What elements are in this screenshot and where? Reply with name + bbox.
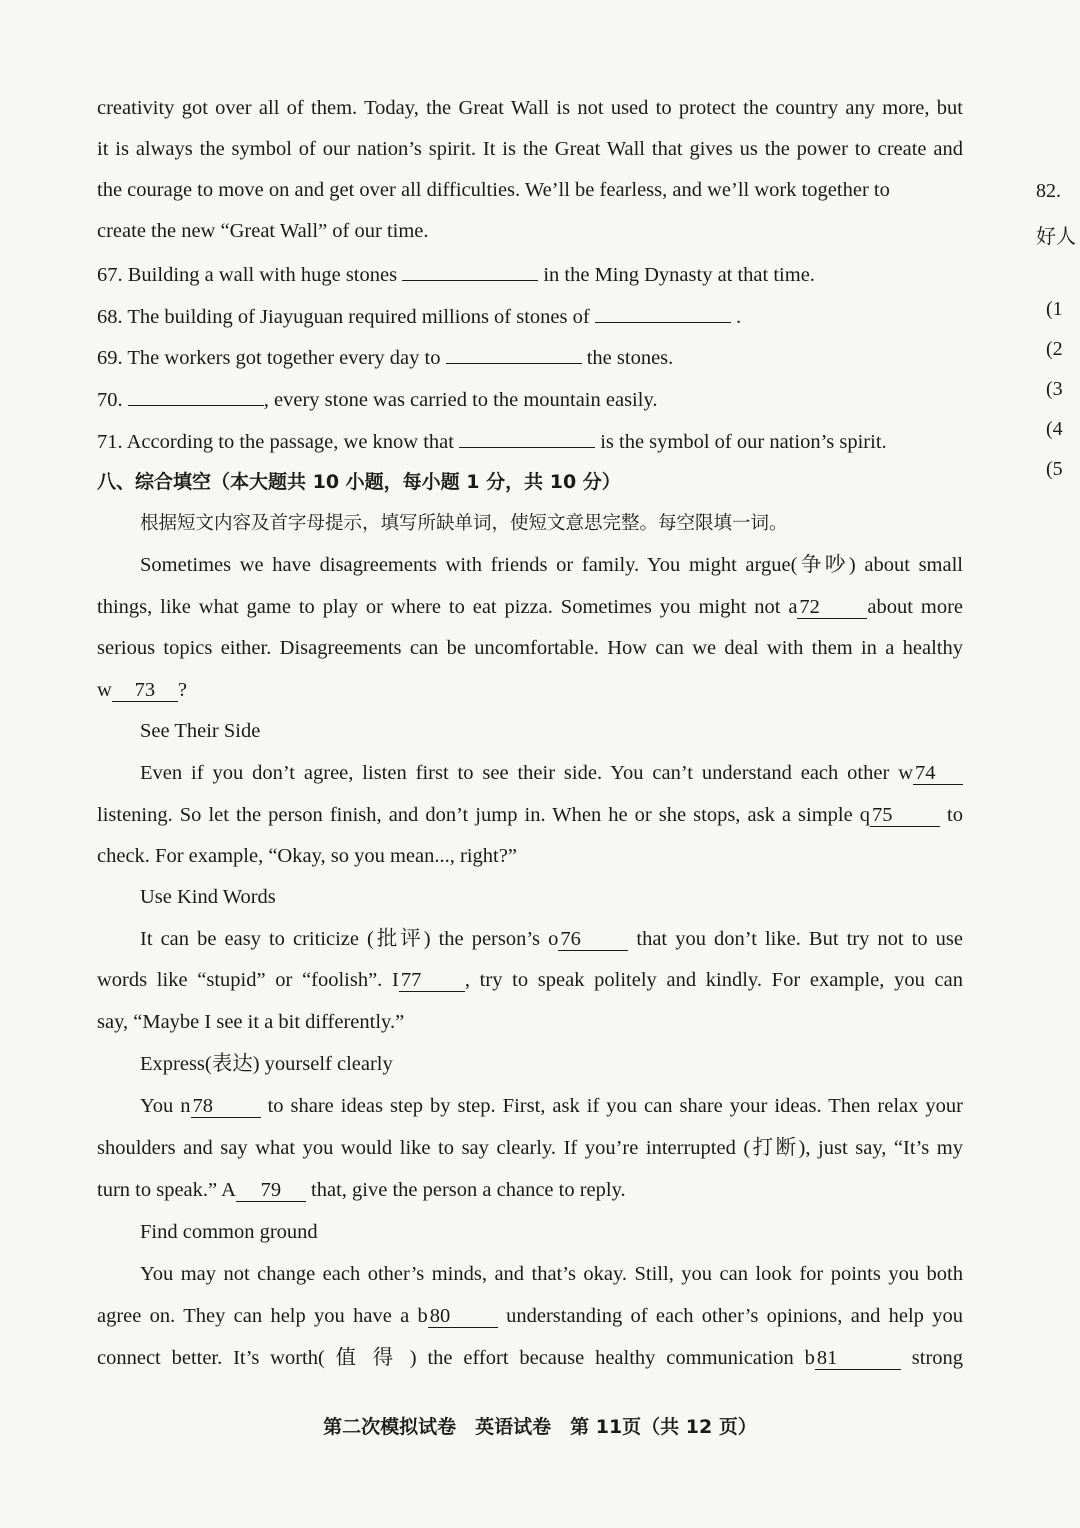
edge-text: (3	[1046, 378, 1063, 400]
answer-blank[interactable]	[459, 427, 595, 448]
question-number: 69.	[97, 347, 123, 369]
subheading-use-kind-words: Use Kind Words	[140, 886, 276, 908]
cloze-line: check. For example, “Okay, so you mean..., right?”	[97, 845, 517, 867]
question-number: 70.	[97, 389, 123, 411]
question-71	[97, 427, 963, 455]
question-text: .	[735, 306, 742, 328]
blank-81[interactable]: 81	[815, 1347, 901, 1370]
subheading-express-yourself: Express(表达) yourself clearly	[140, 1053, 393, 1075]
section-heading: 八、综合填空（本大题共 10 小题，每小题 1 分，共 10 分）	[97, 471, 621, 493]
edge-text: (1	[1046, 298, 1063, 320]
section-instruction: 根据短文内容及首字母提示，填写所缺单词，使短文意思完整。每空限填一词。	[140, 513, 788, 534]
answer-blank[interactable]	[446, 343, 582, 364]
cloze-line: words like “stupid” or “foolish”. I77 , try to speak politely and kindly. For example, you can	[97, 969, 964, 991]
blank-73[interactable]: 73	[112, 679, 178, 702]
passage-line: create the new “Great Wall” of our time.	[97, 220, 429, 242]
passage-line: creativity got over all of them. Today, the Great Wall is not used to protect the country any more, but	[97, 97, 963, 119]
question-69	[97, 343, 963, 371]
cloze-line: serious topics either. Disagreements can be uncomfortable. How can we deal with them in a healthy	[97, 637, 963, 659]
edge-text: (5	[1046, 458, 1063, 480]
blank-72[interactable]: 72	[797, 596, 867, 619]
cloze-line: listening. So let the person finish, and don’t jump in. When he or she stops, ask a simple q75 to	[97, 804, 963, 826]
question-text: is the symbol of our nation’s spirit.	[600, 431, 887, 453]
blank-78[interactable]: 78	[191, 1095, 261, 1118]
cloze-line: w 73 ?	[97, 679, 187, 701]
cloze-line: say, “Maybe I see it a bit differently.”	[97, 1011, 405, 1033]
question-text: in the Ming Dynasty at that time.	[543, 264, 815, 286]
page-footer: 第二次模拟试卷 英语试卷 第 11页（共 12 页）	[323, 1416, 757, 1438]
blank-76[interactable]: 76	[558, 928, 628, 951]
blank-77[interactable]: 77	[399, 969, 465, 992]
blank-75[interactable]: 75	[870, 804, 940, 827]
cloze-line: connect better. It’s worth( 值 得 ) the effort because healthy communication b81 strong	[97, 1347, 964, 1369]
cloze-line: turn to speak.” A 79 that, give the person a chance to reply.	[97, 1179, 626, 1201]
cloze-line: Sometimes we have disagreements with friends or family. You might argue(争吵) about small	[140, 554, 963, 576]
edge-text: (2	[1046, 338, 1063, 360]
question-68	[97, 302, 963, 330]
cloze-line: You may not change each other’s minds, and that’s okay. Still, you can look for points you both	[140, 1263, 963, 1285]
answer-blank[interactable]	[128, 385, 264, 406]
answer-blank[interactable]	[595, 302, 731, 323]
passage-line: it is always the symbol of our nation’s spirit. It is the Great Wall that gives us the power to create and	[97, 138, 963, 160]
cloze-line: things, like what game to play or where to eat pizza. Sometimes you might not a72 about more	[97, 596, 963, 618]
cloze-line: You n78 to share ideas step by step. First, ask if you can share your ideas. Then relax your	[140, 1095, 963, 1117]
question-number: 71.	[97, 431, 123, 453]
edge-text: (4	[1046, 418, 1063, 440]
answer-blank[interactable]	[402, 260, 538, 281]
question-67	[97, 260, 963, 288]
passage-line: the courage to move on and get over all difficulties. We’ll be fearless, and we’ll work together to	[97, 179, 890, 201]
question-text: According to the passage, we know that	[126, 431, 454, 453]
cloze-line: Even if you don’t agree, listen first to see their side. You can’t understand each other w74	[140, 760, 963, 786]
blank-80[interactable]: 80	[428, 1305, 498, 1328]
cloze-line: agree on. They can help you have a b80 understanding of each other’s opinions, and help you	[97, 1305, 963, 1327]
edge-text: 82.	[1036, 180, 1061, 202]
question-number: 68.	[97, 306, 123, 328]
question-text: Building a wall with huge stones	[127, 264, 398, 286]
question-text: The workers got together every day to	[127, 347, 441, 369]
question-text: the stones.	[586, 347, 674, 369]
edge-text: 好人	[1036, 224, 1076, 248]
question-text: The building of Jiayuguan required millions of stones of	[127, 306, 590, 328]
question-number: 67.	[97, 264, 123, 286]
subheading-see-their-side: See Their Side	[140, 720, 261, 742]
subheading-find-common-ground: Find common ground	[140, 1221, 318, 1243]
question-70	[97, 385, 963, 413]
blank-74[interactable]: 74	[913, 762, 963, 785]
blank-79[interactable]: 79	[236, 1179, 306, 1202]
cloze-line: It can be easy to criticize (批评) the person’s o76 that you don’t like. But try not to use	[140, 928, 963, 950]
question-text: , every stone was carried to the mountain easily.	[263, 389, 658, 411]
cloze-line: shoulders and say what you would like to say clearly. If you’re interrupted (打断), just say, “It’s my	[97, 1137, 963, 1159]
